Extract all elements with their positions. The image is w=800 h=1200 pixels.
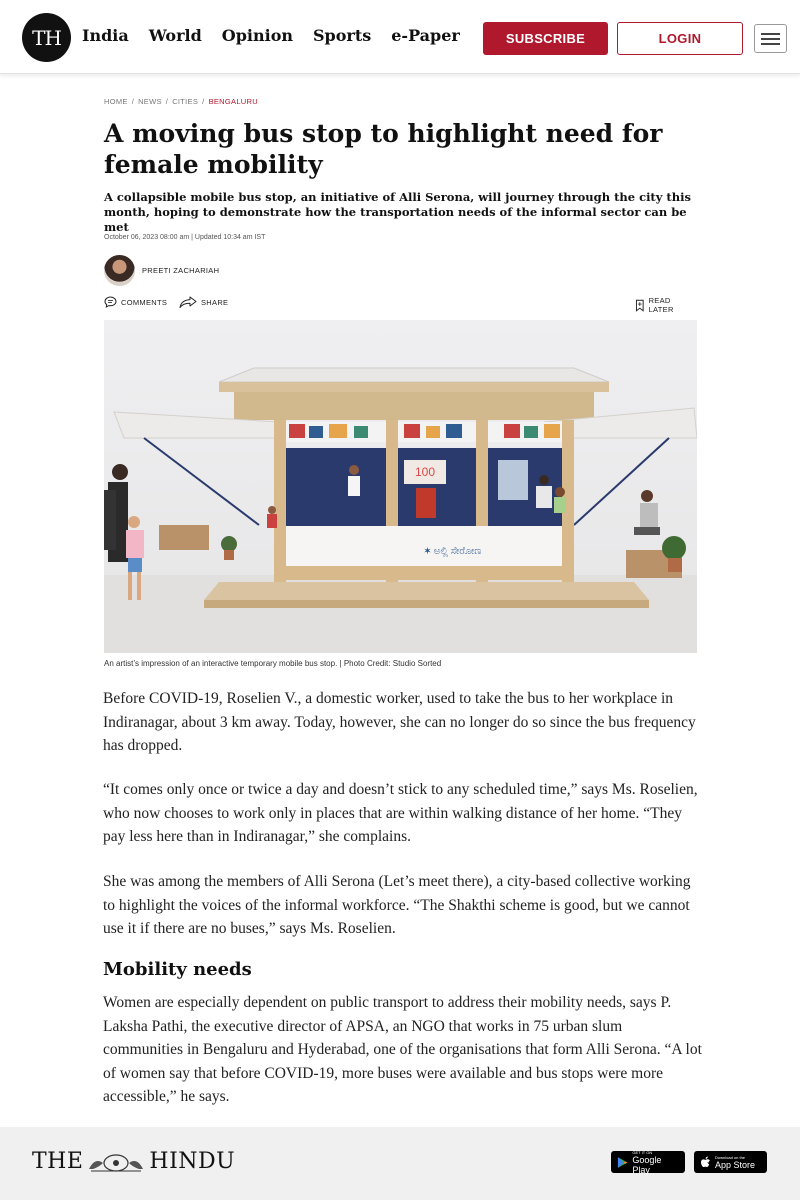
breadcrumb: HOME / NEWS / CITIES / BENGALURU xyxy=(104,97,258,106)
breadcrumb-bengaluru[interactable]: BENGALURU xyxy=(208,97,258,106)
article-paragraph: “It comes only once or twice a day and doesn’t stick to any scheduled time,” says Ms. Roselien, who now chooses to work only in places that are within walking distance of her home. “They pay less here than in Indiranagar,” she complains. xyxy=(103,781,698,845)
footer-logo-hindu: HINDU xyxy=(149,1149,236,1174)
article-title: A moving bus stop to highlight need for female mobility xyxy=(104,119,663,179)
comments-label: COMMENTS xyxy=(121,297,168,307)
google-play-big-text: Google Play xyxy=(632,1154,662,1175)
nav-india[interactable]: India xyxy=(82,26,129,45)
author-avatar[interactable] xyxy=(104,255,135,286)
share-button[interactable] xyxy=(179,296,228,308)
google-play-badge[interactable] xyxy=(611,1151,685,1173)
the-hindu-logo[interactable] xyxy=(32,1149,235,1174)
breadcrumb-news[interactable]: NEWS xyxy=(138,97,162,106)
article-actions xyxy=(104,296,696,312)
mobile-bus-stop-illustration xyxy=(104,320,697,653)
share-label: SHARE xyxy=(201,297,229,307)
menu-icon-bar xyxy=(761,33,780,35)
comments-button[interactable] xyxy=(104,296,167,308)
bus-number-sign: 100 xyxy=(414,465,436,479)
article-paragraph: Women are especially dependent on public transport to address their mobility needs, says P. Laksha Pathi, the executive director of APSA, an NGO that works in 75 urban slum communities in Bengaluru and Hyderabad, one of the organisations that form Alli Serona. “A lot of women say that before COVID-19, more buses were available and bus stops were more accessible,” he says. xyxy=(103,994,702,1105)
read-later-label: READ LATER xyxy=(648,296,674,314)
author-name[interactable]: PREETI ZACHARIAH xyxy=(142,266,220,275)
author-block[interactable] xyxy=(104,255,219,286)
th-logo[interactable]: TH xyxy=(22,13,71,62)
alli-serona-logo: ✶ ಅಲ್ಲಿ ಸೇರೋಣ xyxy=(424,546,482,557)
login-button[interactable]: LOGIN xyxy=(617,22,743,55)
article-subtitle: A collapsible mobile bus stop, an initiative of Alli Serona, will journey through the city this month, hoping to demonstrate how the transportation needs of the informal sector can be met xyxy=(104,190,691,234)
menu-icon-bar xyxy=(761,43,780,45)
menu-icon-bar xyxy=(761,38,780,40)
section-heading: Mobility needs xyxy=(103,959,252,980)
comment-icon xyxy=(104,296,117,308)
hindu-emblem-icon xyxy=(87,1151,145,1173)
nav-epaper[interactable]: e-Paper xyxy=(391,26,460,45)
article-image xyxy=(104,320,697,653)
google-play-icon xyxy=(617,1156,628,1169)
nav-sports[interactable]: Sports xyxy=(313,26,372,45)
article-paragraph: She was among the members of Alli Serona (Let’s meet there), a city-based collective working to highlight the voices of the informal workforce. “The Shakthi scheme is good, but we cannot use it if there are no buses,” says Ms. Roselien. xyxy=(103,873,691,937)
read-later-button[interactable] xyxy=(635,296,696,314)
hamburger-menu-button[interactable] xyxy=(754,24,787,53)
article-dateline: October 06, 2023 08:00 am | Updated 10:34 am IST xyxy=(104,234,266,241)
site-header xyxy=(0,0,800,74)
breadcrumb-home[interactable]: HOME xyxy=(104,97,128,106)
share-icon xyxy=(179,296,197,308)
image-caption: An artist’s impression of an interactive temporary mobile bus stop. | Photo Credit: Studio Sorted xyxy=(104,659,442,668)
breadcrumb-cities[interactable]: CITIES xyxy=(172,97,199,106)
app-store-badge[interactable] xyxy=(694,1151,767,1173)
footer-logo-the: THE xyxy=(32,1149,84,1174)
nav-world[interactable]: World xyxy=(148,26,202,45)
main-nav xyxy=(82,26,460,45)
article-paragraph: Before COVID-19, Roselien V., a domestic worker, used to take the bus to her workplace in Indiranagar, about 3 km away. Today, however, she can no longer do so since the bus frequency has dropped. xyxy=(103,690,696,754)
google-play-small-text: GET IT ON xyxy=(632,1149,653,1155)
nav-opinion[interactable]: Opinion xyxy=(221,26,293,45)
app-store-small-text: Download on the xyxy=(715,1154,746,1160)
subscribe-button[interactable]: SUBSCRIBE xyxy=(483,22,608,55)
bookmark-icon xyxy=(635,299,645,312)
apple-icon xyxy=(700,1156,711,1169)
app-store-big-text: App Store xyxy=(715,1159,756,1170)
